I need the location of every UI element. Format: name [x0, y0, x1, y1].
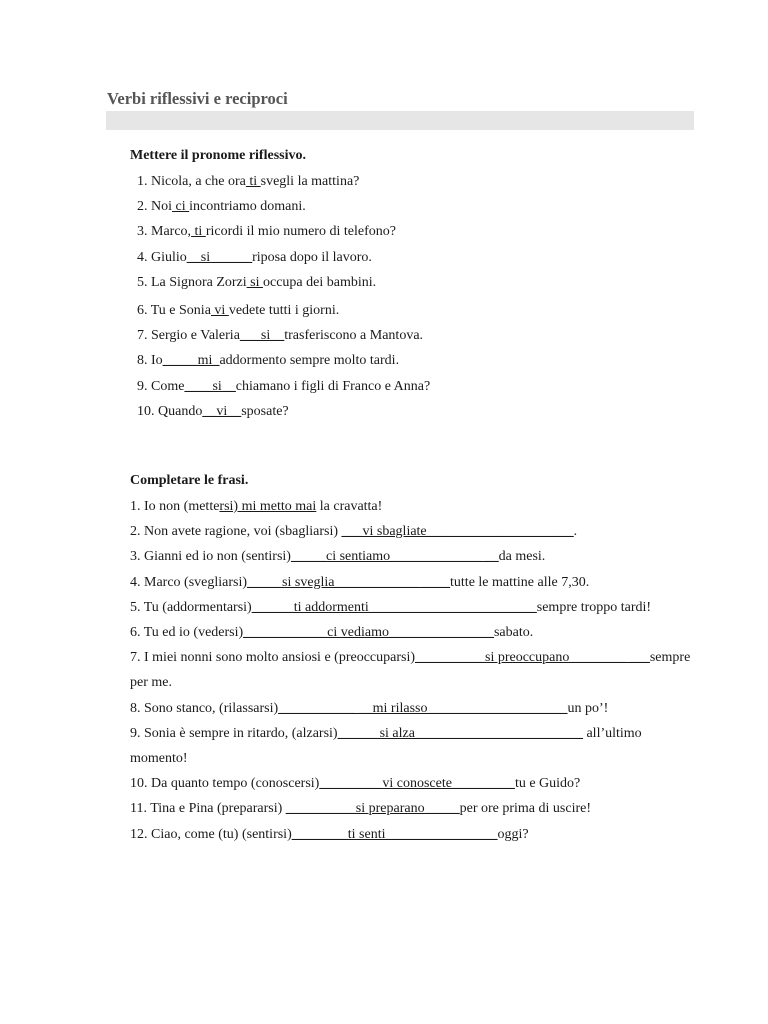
exercise-complete-sentences — [130, 471, 700, 847]
answer-blank: ___si__ — [239, 328, 285, 344]
list-item: 1. Io non (mettersi) mi metto mai la cravatta! — [130, 499, 383, 514]
answer-blank: ci — [172, 199, 190, 215]
list-item: 9. Sonia è sempre in ritardo, (alzarsi)______si alza________________________ all’ultimo momento! — [130, 725, 642, 767]
answer-blank: _____ci sentiamo_____________ __ — [290, 549, 499, 565]
list-item: 6. Tu ed io (vedersi)____________ci vediamo_______________sabato. — [130, 625, 534, 641]
list-item: 7. Sergio e Valeria___si__trasferiscono a Mantova. — [137, 328, 424, 344]
answer-blank: _____si sveglia____________ ____ — [247, 574, 451, 590]
list-item: 3. Gianni ed io non (sentirsi)_____ci sentiamo_____________ __da mesi. — [130, 549, 546, 565]
exercise-1-heading: Mettere il pronome riflessivo. — [130, 148, 306, 163]
answer-blank: ______si alza________________________ — [337, 725, 583, 741]
list-item: 3. Marco, ti ricordi il mio numero di telefono? — [137, 224, 396, 240]
title-shading-bar — [106, 111, 694, 130]
answer-blank: ti — [245, 174, 261, 189]
answer-blank: __________si preparano_____ — [285, 801, 460, 817]
list-item: 4. Giulio__si______riposa dopo il lavoro. — [137, 249, 372, 265]
list-item: 5. La Signora Zorzi si occupa dei bambini. — [137, 274, 377, 290]
exercise-reflexive-pronouns — [130, 146, 700, 424]
list-item: 4. Marco (svegliarsi)_____si sveglia____________ ____tutte le mattine alle 7,30. — [130, 574, 590, 590]
answer-blank: si — [246, 274, 263, 290]
list-item: 5. Tu (addormentarsi)______ti addormenti________________________sempre troppo tardi! — [130, 599, 652, 615]
list-item: 8. Io_____mi_addormento sempre molto tardi. — [137, 353, 400, 369]
exercise-2-list — [130, 494, 700, 847]
answer-blank: __si______ — [186, 249, 253, 265]
answer-blank: rsi) mi metto mai — [219, 499, 317, 514]
exercise-1-list — [130, 169, 700, 424]
list-item: 11. Tina e Pina (prepararsi) __________si preparano_____per ore prima di uscire! — [130, 801, 591, 817]
answer-blank: ________ti senti________________ — [291, 826, 498, 842]
list-item: 12. Ciao, come (tu) (sentirsi)________ti senti________________oggi? — [130, 826, 529, 842]
answer-blank: __vi__ — [202, 403, 242, 419]
answer-blank: ____________ci vediamo_______________ — [243, 625, 494, 641]
list-item: 2. Noi ci incontriamo domani. — [137, 199, 306, 215]
answer-blank: ______ti addormenti________________________ — [251, 599, 537, 615]
list-item: 10. Da quanto tempo (conoscersi)_________vi conoscete_________tu e Guido? — [130, 776, 581, 792]
answer-blank: _____mi_ — [162, 353, 220, 369]
list-item: 7. I miei nonni sono molto ansiosi e (preoccuparsi)__________si preoccupano________ ___sempre per me. — [130, 650, 691, 691]
answer-blank: __________si preoccupano________ ___ — [415, 650, 650, 666]
list-item: 9. Come____si__chiamano i figli di Franco e Anna? — [137, 378, 431, 394]
list-item: 6. Tu e Sonia vi vedete tutti i giorni. — [137, 303, 340, 319]
list-item: 8. Sono stanco, (rilassarsi)___________ __mi rilasso____________________un po’! — [130, 700, 609, 716]
answer-blank: vi — [210, 303, 229, 319]
list-item: 10. Quando__vi__sposate? — [137, 403, 289, 419]
answer-blank: ___vi sbagliate_____________________ — [341, 524, 574, 540]
page-title: Verbi riflessivi e reciproci — [107, 89, 288, 108]
exercise-2-heading: Completare le frasi. — [130, 473, 249, 488]
title-block — [106, 88, 694, 130]
list-item: 1. Nicola, a che ora ti svegli la mattina? — [137, 174, 360, 189]
answer-blank: ____si__ — [184, 378, 236, 394]
answer-blank: ti — [191, 224, 206, 240]
list-item: 2. Non avete ragione, voi (sbagliarsi) ___vi sbagliate_____________________. — [130, 524, 578, 540]
answer-blank: _________vi conoscete_________ — [319, 776, 515, 792]
answer-blank: ___________ __mi rilasso____________________ — [278, 700, 568, 716]
